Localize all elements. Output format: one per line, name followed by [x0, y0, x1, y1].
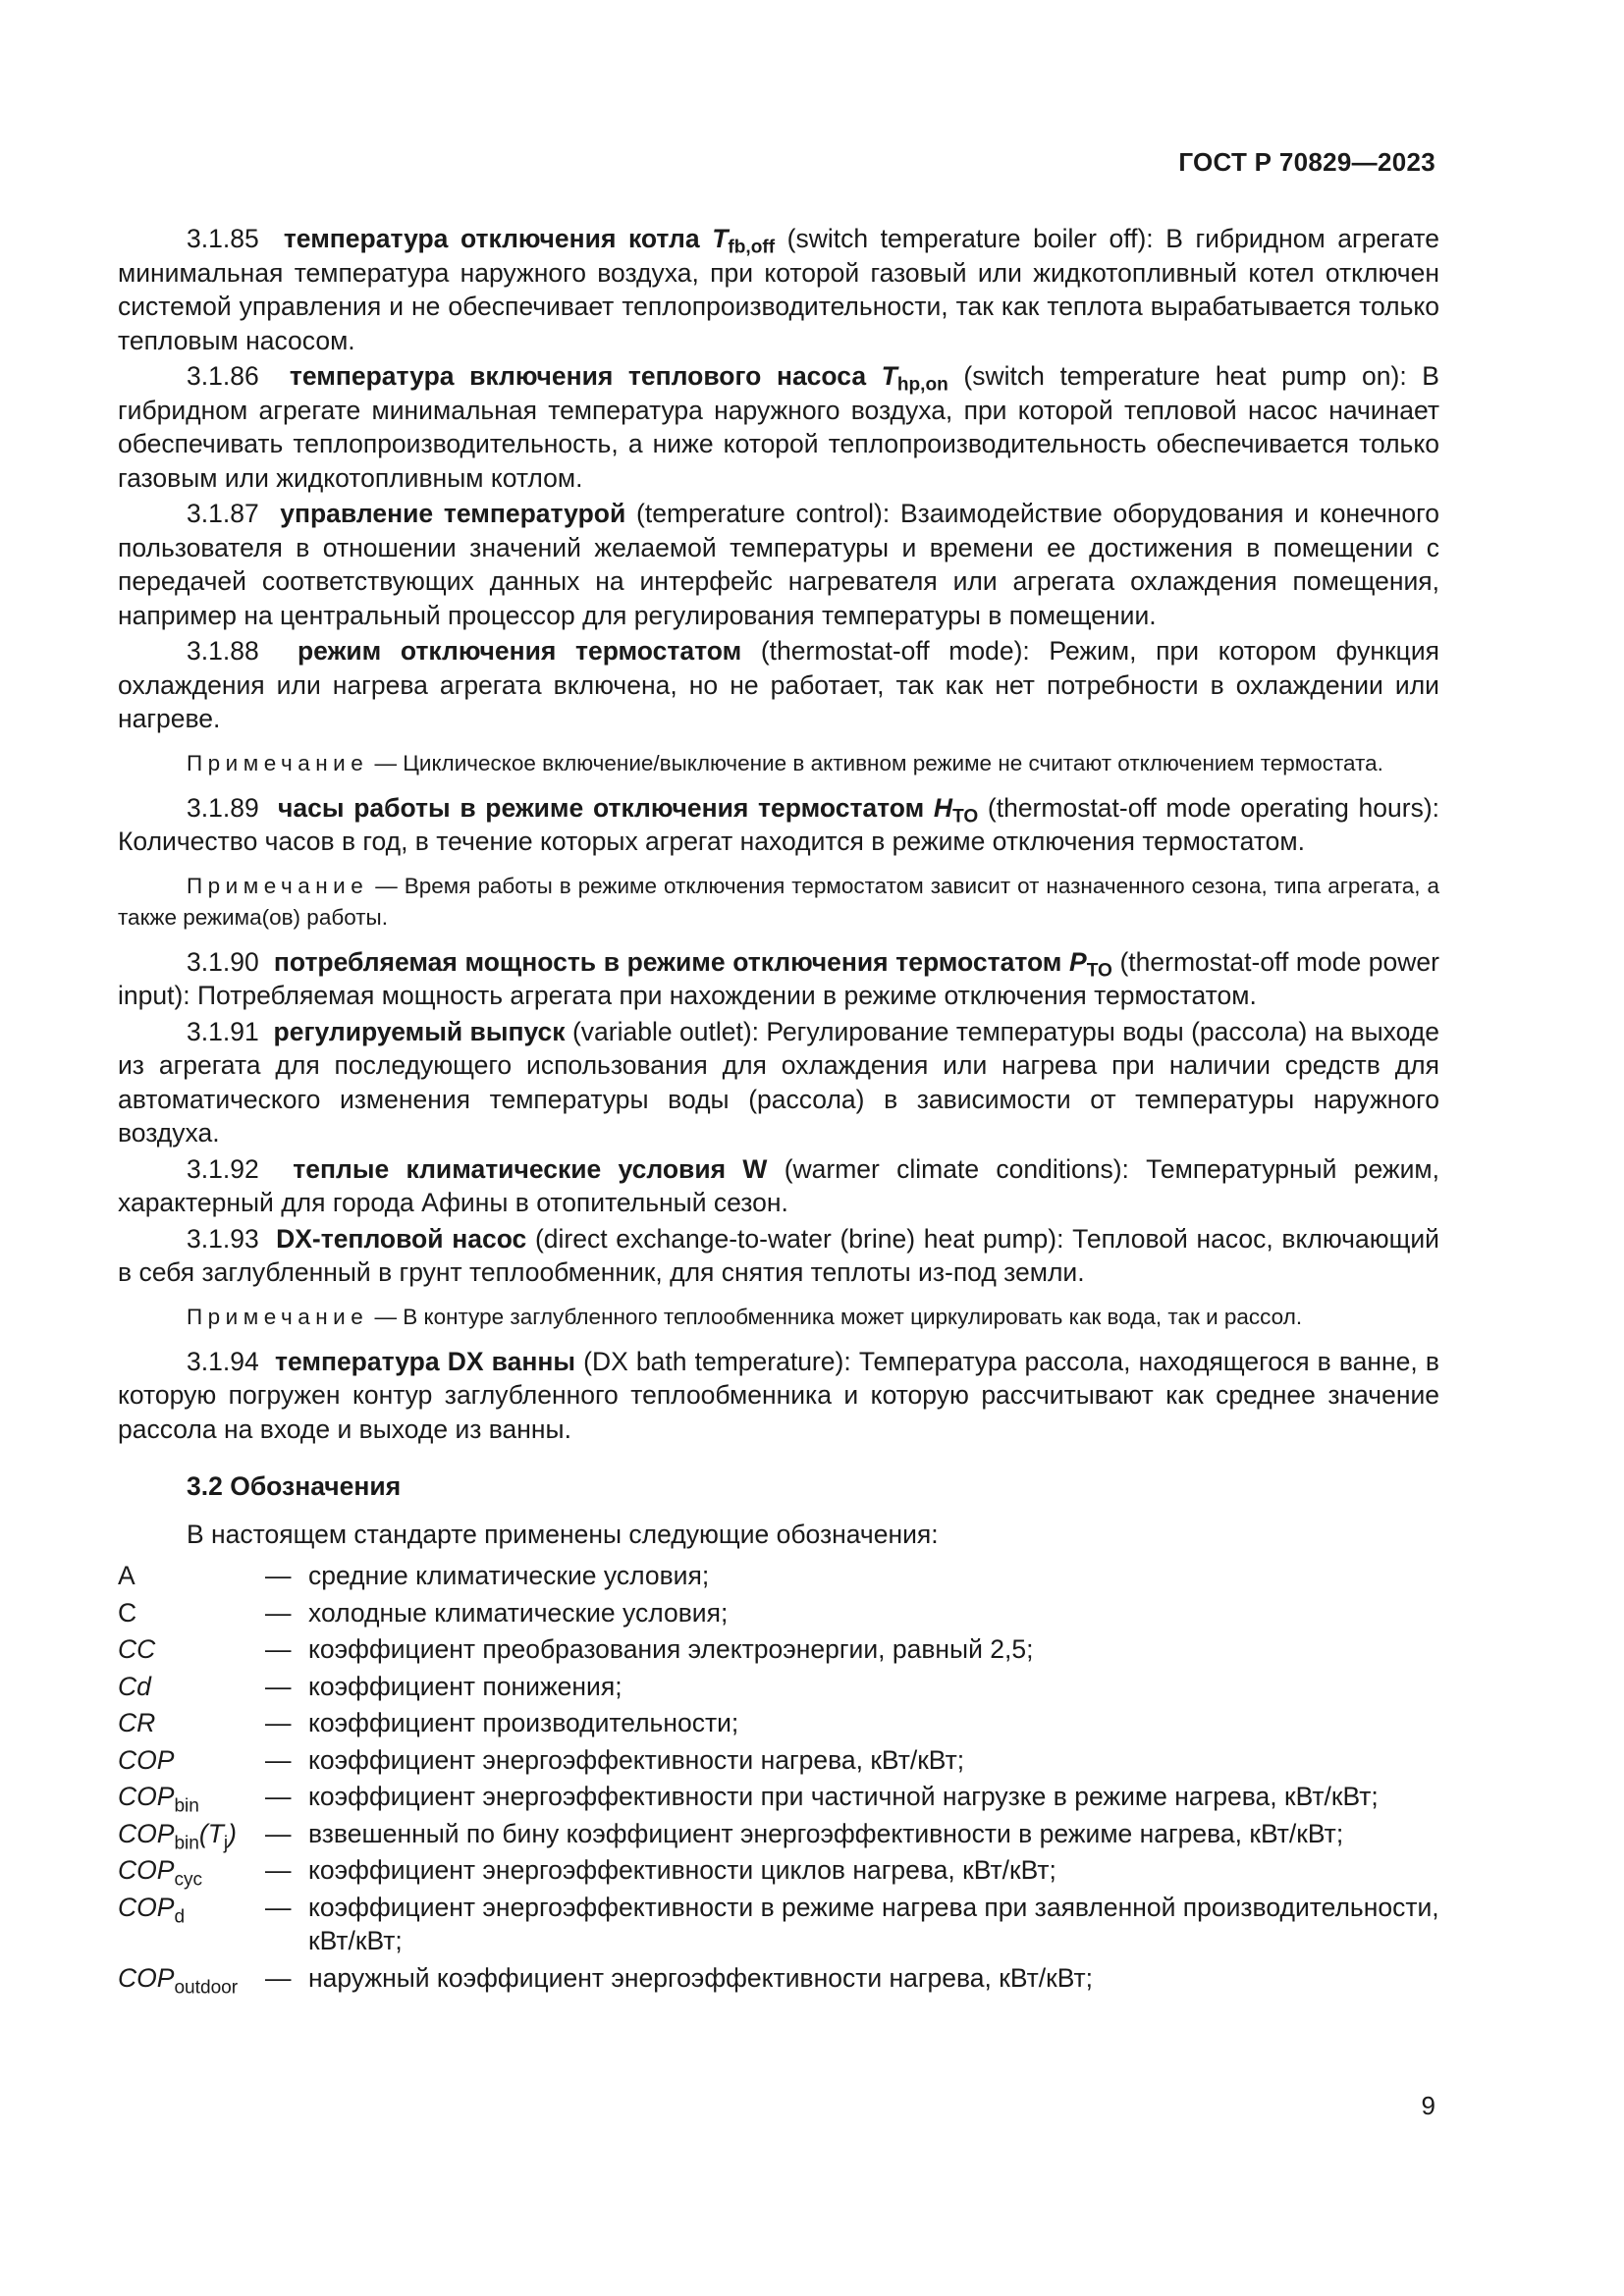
abbreviation-symbol-argument: T: [207, 1818, 224, 1848]
term-name: теплые климатические условия W: [293, 1153, 768, 1184]
term-definition: [118, 1345, 1439, 1447]
abbreviation-dash: —: [265, 1561, 292, 1590]
term-text: (direct exchange-to-water (brine) heat pump): Тепловой насос, включающий в себя заглубленный в грунт теплообменник, для снятия теплоты из-под земли.: [118, 1223, 1439, 1287]
term-name: режим отключения термостатом: [298, 636, 742, 666]
term-text: (thermostat-off mode power input): Потребляемая мощность агрегата при нахождении в режиме отключения термостатом.: [118, 946, 1439, 1010]
abbreviation-text: коэффициент понижения;: [308, 1671, 623, 1701]
abbreviation-row: [118, 1670, 1439, 1704]
abbreviation-text: наружный коэффициент энергоэффективности нагрева, кВт/кВт;: [308, 1962, 1094, 1993]
abbreviation-argument-subscript: j: [223, 1833, 229, 1854]
page-number: 9: [1421, 2091, 1435, 2120]
term-name: DX-тепловой насос: [276, 1223, 527, 1254]
abbreviation-dash: —: [265, 1782, 292, 1811]
term-text: (DX bath temperature): Температура рассола, находящегося в ванне, в которую погружен контур заглубленного теплообменника и которую рассчитывают как среднее значение рассола на входе и выходе из ванны.: [118, 1346, 1439, 1444]
abbreviation-row: [118, 1891, 1439, 1958]
abbreviation-symbol: [118, 1596, 265, 1630]
abbreviation-text: коэффициент энергоэффективности циклов нагрева, кВт/кВт;: [308, 1855, 1056, 1885]
term-name: температура включения теплового насоса: [289, 361, 867, 391]
term-number: 3.1.88: [187, 636, 259, 666]
terms-list: [118, 222, 1439, 1446]
term-number: 3.1.93: [187, 1223, 259, 1254]
abbreviation-text: коэффициент энергоэффективности в режиме нагрева при заявленной производительности, кВт/кВт;: [308, 1892, 1439, 1955]
term-number: 3.1.94: [187, 1346, 259, 1376]
term-number: 3.1.87: [187, 499, 259, 528]
term-symbol-subscript: TO: [1086, 960, 1112, 982]
term-text: (switch temperature heat pump on): В гибридном агрегате минимальная температура наружного воздуха, при которой тепловой насос начинает обеспечивать теплопроизводительность, а ниже которой теплопроизводительность обеспечивается только газовым или жидкотопливным котлом.: [118, 361, 1439, 493]
abbreviation-row: [118, 1780, 1439, 1817]
abbreviation-symbol-base: COP: [118, 1744, 175, 1775]
abbreviation-symbol-base: COP: [118, 1892, 175, 1922]
abbreviation-symbol: [118, 1559, 265, 1593]
term-text: (temperature control): Взаимодействие оборудования и конечного пользователя в отношении значений желаемой температуры и времени ее достижения в помещении с передачей соответствующих данных на интерфейс нагревателя или агрегата охлаждения помещения, например на центральный процессор для регулирования температуры в помещении.: [118, 499, 1439, 630]
term-definition: [118, 497, 1439, 632]
abbreviation-dash: —: [265, 1708, 292, 1737]
abbreviation-symbol: [118, 1961, 265, 1999]
term-symbol-base: T: [712, 224, 729, 253]
abbreviation-symbol: $COP_{bin}(T_j)$: [118, 1818, 237, 1854]
abbreviation-symbol: [118, 1706, 265, 1740]
term-name: потребляемая мощность в режиме отключения термостатом: [273, 946, 1062, 977]
abbreviation-symbol: [118, 1632, 265, 1667]
term-definition: [118, 634, 1439, 736]
term-symbol-base: H: [933, 792, 953, 823]
abbreviation-row: [118, 1853, 1439, 1891]
abbreviation-text: холодные климатические условия;: [308, 1597, 729, 1628]
abbreviation-row: [118, 1817, 1439, 1854]
note-label: Примечание: [187, 750, 369, 775]
term-number: 3.1.89: [187, 792, 259, 823]
abbreviation-symbol-base: COP: [118, 1962, 175, 1993]
abbreviation-row: [118, 1559, 1439, 1593]
term-note: [118, 871, 1439, 934]
term-symbol-subscript: hp,on: [896, 374, 948, 396]
abbreviation-symbol-base: COP: [118, 1782, 175, 1811]
term-text: (thermostat-off mode): Режим, при котором функция охлаждения или нагрева агрегата включена, но не работает, так как нет потребности в охлаждении или нагреве.: [118, 636, 1439, 733]
note-label: Примечание: [187, 1304, 369, 1329]
term-name: температура отключения котла: [283, 224, 700, 253]
term-definition: [118, 1015, 1439, 1150]
abbreviation-dash: —: [265, 1892, 292, 1922]
abbreviation-dash: —: [265, 1855, 292, 1885]
term-symbol: [1069, 946, 1112, 982]
abbreviation-symbol-subscript: bin: [174, 1795, 199, 1817]
term-name: регулируемый выпуск: [273, 1016, 566, 1046]
abbreviation-row: [118, 1596, 1439, 1630]
abbreviation-row: [118, 1743, 1439, 1778]
term-text: (variable outlet): Регулирование температуры воды (рассола) на выходе из агрегата для последующего использования для охлаждения или нагрева при наличии средств для автоматического изменения температуры воды (рассола) в зависимости от температуры наружного воздуха.: [118, 1016, 1439, 1148]
abbreviation-symbol-subscript: outdoor: [174, 1977, 239, 1999]
document-id-header: ГОСТ Р 70829—2023: [1178, 147, 1435, 177]
term-symbol: [712, 224, 776, 258]
term-number: 3.1.86: [187, 361, 259, 391]
abbreviation-symbol-subscript: cyc: [174, 1869, 203, 1891]
abbreviation-text: средние климатические условия;: [308, 1561, 710, 1590]
term-definition: [118, 945, 1439, 1013]
abbreviation-symbol: [118, 1853, 265, 1891]
term-name: часы работы в режиме отключения термостатом: [278, 792, 925, 823]
term-number: 3.1.91: [187, 1016, 259, 1046]
term-symbol: [881, 361, 948, 396]
note-text: Циклическое включение/выключение в активном режиме не считают отключением термостата.: [403, 750, 1383, 775]
term-definition: [118, 791, 1439, 859]
term-symbol: [933, 792, 979, 828]
abbreviation-dash: —: [265, 1744, 292, 1775]
note-text: Время работы в режиме отключения термостатом зависит от назначенного сезона, типа агрегата, а также режима(ов) работы.: [118, 873, 1439, 930]
abbreviation-row: [118, 1961, 1439, 1999]
abbreviation-dash: —: [265, 1962, 292, 1993]
page-content: [118, 222, 1440, 1999]
abbreviation-symbol-base: Cd: [118, 1671, 151, 1701]
note-dash: —: [368, 750, 404, 775]
term-definition: [118, 222, 1439, 357]
abbreviation-text: коэффициент производительности;: [308, 1708, 739, 1737]
term-text: (warmer climate conditions): Температурный режим, характерный для города Афины в отопительный сезон.: [118, 1153, 1440, 1217]
term-definition: [118, 359, 1439, 495]
term-note: [118, 748, 1439, 779]
abbreviation-row: [118, 1632, 1439, 1667]
term-symbol-base: P: [1069, 946, 1087, 977]
term-number: 3.1.92: [187, 1153, 259, 1184]
term-symbol-subscript: TO: [952, 806, 979, 828]
term-note: [118, 1302, 1439, 1333]
abbreviation-text: коэффициент энергоэффективности при частичной нагрузке в режиме нагрева, кВт/кВт;: [308, 1782, 1379, 1811]
abbreviation-symbol-base: A: [118, 1561, 135, 1590]
abbreviation-symbol-base: CC: [118, 1634, 156, 1664]
abbreviation-symbol: [118, 1891, 265, 1928]
abbreviation-symbol-base: COP: [118, 1855, 175, 1885]
abbreviation-text: коэффициент преобразования электроэнергии, равный 2,5;: [308, 1634, 1034, 1664]
abbreviation-symbol-base: C: [118, 1597, 137, 1628]
note-dash: —: [368, 873, 405, 898]
abbreviation-dash: —: [265, 1818, 292, 1848]
abbreviation-symbol: [118, 1780, 265, 1817]
term-definition: [118, 1222, 1439, 1290]
abbreviation-dash: —: [265, 1671, 292, 1701]
term-definition: [118, 1152, 1439, 1220]
abbreviation-symbol: [118, 1743, 265, 1778]
abbreviation-symbol-base: COP: [118, 1818, 175, 1848]
abbreviation-symbol-subscript: d: [174, 1906, 186, 1928]
abbreviation-symbol-subscript: bin: [174, 1833, 199, 1854]
abbreviation-text: коэффициент энергоэффективности нагрева, кВт/кВт;: [308, 1744, 965, 1775]
abbreviation-symbol-base: CR: [118, 1708, 156, 1737]
term-symbol-base: T: [881, 361, 897, 391]
term-name: температура DX ванны: [274, 1346, 575, 1376]
term-text: (thermostat-off mode operating hours): Количество часов в год, в течение которых агрегат находится в режиме отключения термостатом.: [118, 792, 1440, 856]
term-name: управление температурой: [280, 499, 626, 528]
abbreviation-row: [118, 1706, 1439, 1740]
term-symbol-subscript: fb,off: [728, 237, 776, 258]
abbreviation-dash: —: [265, 1597, 292, 1628]
term-number: 3.1.90: [187, 946, 259, 977]
abbreviation-symbol: [118, 1670, 265, 1704]
note-label: Примечание: [187, 873, 369, 898]
abbreviations-list: [118, 1559, 1439, 1999]
note-dash: —: [368, 1304, 404, 1329]
abbreviation-dash: —: [265, 1634, 292, 1664]
term-text: (switch temperature boiler off): В гибридном агрегате минимальная температура наружного воздуха, при которой газовый или жидкотопливный котел отключен системой управления и не обеспечивает теплопроизводительности, так как теплота вырабатывается только тепловым насосом.: [118, 224, 1439, 355]
section-title: 3.2 Обозначения: [187, 1471, 402, 1501]
note-text: В контуре заглубленного теплообменника может циркулировать как вода, так и рассол.: [403, 1304, 1303, 1329]
section-intro: В настоящем стандарте применены следующие обозначения:: [187, 1519, 939, 1549]
term-number: 3.1.85: [187, 224, 259, 253]
abbreviation-text: взвешенный по бину коэффициент энергоэффективности в режиме нагрева, кВт/кВт;: [308, 1818, 1344, 1848]
